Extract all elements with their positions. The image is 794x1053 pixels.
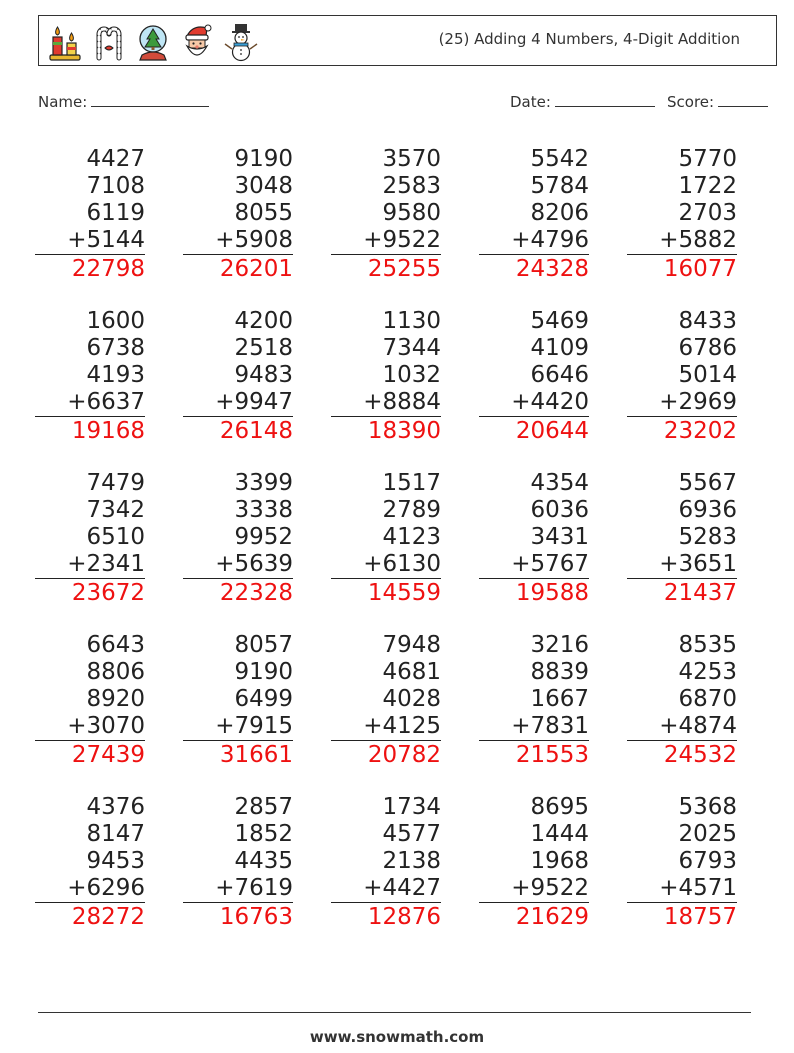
addend: 3399 xyxy=(234,470,293,496)
addend: 9952 xyxy=(234,524,293,550)
addition-problem xyxy=(183,146,293,283)
addend: 7108 xyxy=(86,173,145,199)
addend: 9190 xyxy=(234,146,293,172)
addend: 6036 xyxy=(530,497,589,523)
answer: 21437 xyxy=(663,580,737,606)
addend: 1852 xyxy=(234,821,293,847)
addend: 4681 xyxy=(382,659,441,685)
addend: 3048 xyxy=(234,173,293,199)
addend-last: +6637 xyxy=(35,389,145,417)
answer: 16077 xyxy=(663,256,737,282)
addend-last: +5144 xyxy=(35,227,145,255)
answer: 19168 xyxy=(71,418,145,444)
addition-problem xyxy=(627,632,737,769)
addend: 3431 xyxy=(530,524,589,550)
answer: 14559 xyxy=(367,580,441,606)
addend: 2025 xyxy=(678,821,737,847)
answer: 18390 xyxy=(367,418,441,444)
score-field[interactable] xyxy=(667,92,768,111)
addition-problem xyxy=(479,470,589,607)
addition-problem xyxy=(331,146,441,283)
answer: 21553 xyxy=(515,742,589,768)
addend: 2789 xyxy=(382,497,441,523)
addition-problem xyxy=(627,146,737,283)
answer: 20782 xyxy=(367,742,441,768)
addend-last: +6296 xyxy=(35,875,145,903)
addend: 9483 xyxy=(234,362,293,388)
addend-last: +5639 xyxy=(183,551,293,579)
answer: 24532 xyxy=(663,742,737,768)
addend-last: +4420 xyxy=(479,389,589,417)
addend-last: +4874 xyxy=(627,713,737,741)
addend: 4376 xyxy=(86,794,145,820)
addend-last: +9522 xyxy=(331,227,441,255)
addition-problem xyxy=(35,794,145,931)
addend: 4109 xyxy=(530,335,589,361)
addend: 6119 xyxy=(86,200,145,226)
addend-last: +9522 xyxy=(479,875,589,903)
addend-last: +7915 xyxy=(183,713,293,741)
addend: 4435 xyxy=(234,848,293,874)
addend: 5469 xyxy=(530,308,589,334)
addend: 1600 xyxy=(86,308,145,334)
addend: 6643 xyxy=(86,632,145,658)
footer-site: www.snowmath.com xyxy=(309,1028,485,1046)
addend: 1667 xyxy=(530,686,589,712)
addend-last: +4571 xyxy=(627,875,737,903)
snowman-icon xyxy=(223,22,259,62)
addend: 2857 xyxy=(234,794,293,820)
answer: 12876 xyxy=(367,904,441,930)
addend: 6738 xyxy=(86,335,145,361)
addend: 3570 xyxy=(382,146,441,172)
addend: 5542 xyxy=(530,146,589,172)
addition-problem xyxy=(331,632,441,769)
addend: 2518 xyxy=(234,335,293,361)
addend-last: +7831 xyxy=(479,713,589,741)
addition-problem xyxy=(183,794,293,931)
answer: 27439 xyxy=(71,742,145,768)
addend: 6870 xyxy=(678,686,737,712)
addend: 4427 xyxy=(86,146,145,172)
addend: 5567 xyxy=(678,470,737,496)
addend: 6786 xyxy=(678,335,737,361)
addend-last: +3070 xyxy=(35,713,145,741)
addend: 1968 xyxy=(530,848,589,874)
addend: 5784 xyxy=(530,173,589,199)
answer: 22328 xyxy=(219,580,293,606)
answer: 21629 xyxy=(515,904,589,930)
answer: 23202 xyxy=(663,418,737,444)
answer: 24328 xyxy=(515,256,589,282)
name-label: Name: xyxy=(38,93,88,111)
footer-divider xyxy=(38,1012,751,1013)
santa-icon xyxy=(179,22,215,62)
candles-icon xyxy=(47,22,83,62)
addend: 3338 xyxy=(234,497,293,523)
answer: 26148 xyxy=(219,418,293,444)
addend-last: +5882 xyxy=(627,227,737,255)
addition-problem xyxy=(331,308,441,445)
addend: 6793 xyxy=(678,848,737,874)
addition-problem xyxy=(35,308,145,445)
addend-last: +2341 xyxy=(35,551,145,579)
addend-last: +4427 xyxy=(331,875,441,903)
addend: 6510 xyxy=(86,524,145,550)
addend: 7342 xyxy=(86,497,145,523)
addition-problem xyxy=(479,794,589,931)
snow-globe-icon xyxy=(135,22,171,62)
addition-problem xyxy=(35,146,145,283)
addition-problem xyxy=(627,308,737,445)
addition-problem xyxy=(183,470,293,607)
answer: 18757 xyxy=(663,904,737,930)
addend: 2583 xyxy=(382,173,441,199)
addend-last: +4796 xyxy=(479,227,589,255)
addend-last: +7619 xyxy=(183,875,293,903)
answer: 22798 xyxy=(71,256,145,282)
addend: 1734 xyxy=(382,794,441,820)
answer: 20644 xyxy=(515,418,589,444)
header-icons xyxy=(47,22,259,62)
addend: 4193 xyxy=(86,362,145,388)
addend: 8147 xyxy=(86,821,145,847)
addend: 4253 xyxy=(678,659,737,685)
addition-problem xyxy=(183,632,293,769)
addend: 9453 xyxy=(86,848,145,874)
addend: 4354 xyxy=(530,470,589,496)
answer: 19588 xyxy=(515,580,589,606)
date-field[interactable] xyxy=(510,92,655,111)
answer: 25255 xyxy=(367,256,441,282)
date-label: Date: xyxy=(510,93,551,111)
addend-last: +3651 xyxy=(627,551,737,579)
addition-problem xyxy=(479,632,589,769)
name-blank[interactable] xyxy=(91,92,209,107)
addend: 8433 xyxy=(678,308,737,334)
addition-problem xyxy=(331,794,441,931)
addend: 7344 xyxy=(382,335,441,361)
addend: 8806 xyxy=(86,659,145,685)
addend: 9580 xyxy=(382,200,441,226)
addition-problem xyxy=(331,470,441,607)
addend: 6936 xyxy=(678,497,737,523)
date-blank[interactable] xyxy=(555,92,655,107)
addition-problem xyxy=(35,632,145,769)
addend: 8839 xyxy=(530,659,589,685)
score-label: Score: xyxy=(667,93,715,111)
addend: 5770 xyxy=(678,146,737,172)
addend: 1722 xyxy=(678,173,737,199)
addition-problem xyxy=(479,146,589,283)
addend-last: +5767 xyxy=(479,551,589,579)
addend-last: +4125 xyxy=(331,713,441,741)
addend: 6499 xyxy=(234,686,293,712)
addend: 6646 xyxy=(530,362,589,388)
addend: 3216 xyxy=(530,632,589,658)
addend: 8057 xyxy=(234,632,293,658)
answer: 26201 xyxy=(219,256,293,282)
addition-problem xyxy=(183,308,293,445)
addition-problem xyxy=(627,470,737,607)
name-field[interactable] xyxy=(38,92,209,111)
addend: 7948 xyxy=(382,632,441,658)
addend: 8206 xyxy=(530,200,589,226)
addend: 8055 xyxy=(234,200,293,226)
addend: 7479 xyxy=(86,470,145,496)
candy-cane-icon xyxy=(91,22,127,62)
score-blank[interactable] xyxy=(718,92,768,107)
addition-problem xyxy=(35,470,145,607)
addend: 4577 xyxy=(382,821,441,847)
addition-problem xyxy=(479,308,589,445)
addend: 5368 xyxy=(678,794,737,820)
header-box xyxy=(38,15,777,66)
addend-last: +5908 xyxy=(183,227,293,255)
addend: 2138 xyxy=(382,848,441,874)
addend: 1032 xyxy=(382,362,441,388)
addend: 9190 xyxy=(234,659,293,685)
addend-last: +6130 xyxy=(331,551,441,579)
addend: 2703 xyxy=(678,200,737,226)
answer: 28272 xyxy=(71,904,145,930)
addend: 4123 xyxy=(382,524,441,550)
addend: 1517 xyxy=(382,470,441,496)
worksheet-title: (25) Adding 4 Numbers, 4-Digit Addition xyxy=(438,30,740,48)
addend-last: +2969 xyxy=(627,389,737,417)
addend: 8920 xyxy=(86,686,145,712)
addend: 4200 xyxy=(234,308,293,334)
addend-last: +8884 xyxy=(331,389,441,417)
addend: 5014 xyxy=(678,362,737,388)
answer: 16763 xyxy=(219,904,293,930)
addend: 1130 xyxy=(382,308,441,334)
answer: 31661 xyxy=(219,742,293,768)
addend: 1444 xyxy=(530,821,589,847)
addend: 5283 xyxy=(678,524,737,550)
addition-problem xyxy=(627,794,737,931)
addend-last: +9947 xyxy=(183,389,293,417)
addend: 8535 xyxy=(678,632,737,658)
addend: 8695 xyxy=(530,794,589,820)
answer: 23672 xyxy=(71,580,145,606)
addend: 4028 xyxy=(382,686,441,712)
